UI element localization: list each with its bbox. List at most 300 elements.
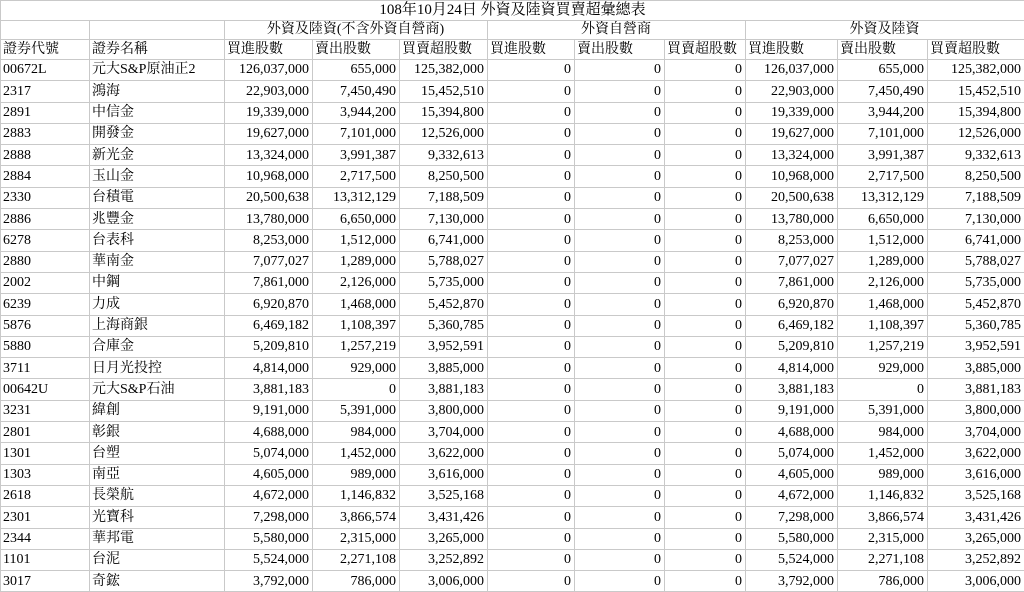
value-cell: 0 xyxy=(665,571,746,592)
table-row xyxy=(1,81,1024,102)
value-cell: 0 xyxy=(488,60,575,81)
stock-name-cell: 兆豐金 xyxy=(90,209,225,230)
value-cell: 0 xyxy=(665,336,746,357)
table-row xyxy=(1,336,1024,357)
value-cell: 4,688,000 xyxy=(746,422,838,443)
value-cell: 3,525,168 xyxy=(928,485,1024,506)
value-cell: 0 xyxy=(575,251,665,272)
value-cell: 7,298,000 xyxy=(746,507,838,528)
value-cell: 2,315,000 xyxy=(313,528,400,549)
value-cell: 3,616,000 xyxy=(400,464,488,485)
value-cell: 4,688,000 xyxy=(225,422,313,443)
value-cell: 5,360,785 xyxy=(928,315,1024,336)
value-cell: 125,382,000 xyxy=(928,60,1024,81)
table-row xyxy=(1,485,1024,506)
value-cell: 0 xyxy=(838,379,928,400)
value-cell: 15,452,510 xyxy=(400,81,488,102)
value-cell: 9,191,000 xyxy=(746,400,838,421)
table-row xyxy=(1,272,1024,293)
value-cell: 8,250,500 xyxy=(400,166,488,187)
value-cell: 0 xyxy=(575,166,665,187)
stock-code-cell: 2317 xyxy=(1,81,90,102)
value-cell: 22,903,000 xyxy=(746,81,838,102)
value-cell: 0 xyxy=(488,528,575,549)
value-cell: 22,903,000 xyxy=(225,81,313,102)
value-cell: 20,500,638 xyxy=(225,187,313,208)
value-cell: 2,717,500 xyxy=(313,166,400,187)
value-cell: 0 xyxy=(575,272,665,293)
value-cell: 5,452,870 xyxy=(400,294,488,315)
value-cell: 5,524,000 xyxy=(746,549,838,570)
value-cell: 1,512,000 xyxy=(313,230,400,251)
value-cell: 0 xyxy=(665,166,746,187)
value-cell: 0 xyxy=(665,528,746,549)
stock-code-cell: 2301 xyxy=(1,507,90,528)
value-cell: 984,000 xyxy=(838,422,928,443)
value-cell: 3,792,000 xyxy=(746,571,838,592)
stock-name-cell: 台表科 xyxy=(90,230,225,251)
value-cell: 3,881,183 xyxy=(746,379,838,400)
value-cell: 6,741,000 xyxy=(400,230,488,251)
value-cell: 3,622,000 xyxy=(400,443,488,464)
group-header-row xyxy=(1,21,1024,40)
value-cell: 4,672,000 xyxy=(225,485,313,506)
stock-name-cell: 日月光投控 xyxy=(90,358,225,379)
value-cell: 3,866,574 xyxy=(838,507,928,528)
value-cell: 0 xyxy=(488,315,575,336)
value-cell: 7,077,027 xyxy=(225,251,313,272)
value-cell: 0 xyxy=(575,123,665,144)
value-cell: 15,394,800 xyxy=(400,102,488,123)
value-cell: 1,512,000 xyxy=(838,230,928,251)
value-cell: 655,000 xyxy=(838,60,928,81)
value-cell: 13,780,000 xyxy=(746,209,838,230)
value-cell: 0 xyxy=(665,102,746,123)
value-cell: 8,253,000 xyxy=(225,230,313,251)
value-cell: 0 xyxy=(488,571,575,592)
value-cell: 0 xyxy=(575,379,665,400)
table-row xyxy=(1,60,1024,81)
value-cell: 13,324,000 xyxy=(746,145,838,166)
value-cell: 0 xyxy=(575,209,665,230)
value-cell: 0 xyxy=(665,272,746,293)
value-cell: 19,627,000 xyxy=(225,123,313,144)
table-row xyxy=(1,209,1024,230)
value-cell: 2,717,500 xyxy=(838,166,928,187)
stock-name-cell: 奇鋐 xyxy=(90,571,225,592)
value-cell: 0 xyxy=(488,422,575,443)
stock-name-cell: 彰銀 xyxy=(90,422,225,443)
value-cell: 0 xyxy=(488,400,575,421)
value-cell: 5,074,000 xyxy=(225,443,313,464)
value-cell: 0 xyxy=(665,422,746,443)
column-header-net: 買賣超股數 xyxy=(400,40,488,60)
value-cell: 0 xyxy=(488,272,575,293)
column-header-sell: 賣出股數 xyxy=(838,40,928,60)
value-cell: 989,000 xyxy=(838,464,928,485)
value-cell: 3,704,000 xyxy=(928,422,1024,443)
empty-cell xyxy=(1,21,90,40)
table-row xyxy=(1,315,1024,336)
value-cell: 0 xyxy=(575,443,665,464)
value-cell: 3,944,200 xyxy=(838,102,928,123)
table-row xyxy=(1,145,1024,166)
value-cell: 4,672,000 xyxy=(746,485,838,506)
table-body xyxy=(1,60,1024,592)
value-cell: 9,191,000 xyxy=(225,400,313,421)
value-cell: 3,704,000 xyxy=(400,422,488,443)
value-cell: 9,332,613 xyxy=(400,145,488,166)
value-cell: 0 xyxy=(665,294,746,315)
stock-code-cell: 2888 xyxy=(1,145,90,166)
value-cell: 5,735,000 xyxy=(400,272,488,293)
stock-name-cell: 元大S&P原油正2 xyxy=(90,60,225,81)
stock-code-cell: 2891 xyxy=(1,102,90,123)
value-cell: 7,188,509 xyxy=(400,187,488,208)
value-cell: 3,431,426 xyxy=(400,507,488,528)
empty-cell xyxy=(90,21,225,40)
value-cell: 3,952,591 xyxy=(928,336,1024,357)
value-cell: 4,605,000 xyxy=(225,464,313,485)
value-cell: 12,526,000 xyxy=(400,123,488,144)
stock-name-cell: 新光金 xyxy=(90,145,225,166)
stock-name-cell: 鴻海 xyxy=(90,81,225,102)
stock-name-cell: 台塑 xyxy=(90,443,225,464)
group-header-foreign-total: 外資及陸資 xyxy=(746,21,1024,40)
value-cell: 2,126,000 xyxy=(313,272,400,293)
value-cell: 3,622,000 xyxy=(928,443,1024,464)
value-cell: 0 xyxy=(575,464,665,485)
stock-code-cell: 3231 xyxy=(1,400,90,421)
stock-code-cell: 2801 xyxy=(1,422,90,443)
value-cell: 6,469,182 xyxy=(225,315,313,336)
value-cell: 0 xyxy=(575,549,665,570)
value-cell: 2,271,108 xyxy=(313,549,400,570)
value-cell: 984,000 xyxy=(313,422,400,443)
value-cell: 0 xyxy=(488,485,575,506)
value-cell: 655,000 xyxy=(313,60,400,81)
value-cell: 1,257,219 xyxy=(313,336,400,357)
value-cell: 3,881,183 xyxy=(400,379,488,400)
value-cell: 0 xyxy=(665,549,746,570)
stock-code-cell: 00642U xyxy=(1,379,90,400)
value-cell: 3,800,000 xyxy=(400,400,488,421)
value-cell: 0 xyxy=(665,81,746,102)
value-cell: 4,814,000 xyxy=(225,358,313,379)
value-cell: 15,394,800 xyxy=(928,102,1024,123)
value-cell: 786,000 xyxy=(313,571,400,592)
value-cell: 5,209,810 xyxy=(225,336,313,357)
stock-code-cell: 2618 xyxy=(1,485,90,506)
stock-name-cell: 華南金 xyxy=(90,251,225,272)
value-cell: 0 xyxy=(488,187,575,208)
value-cell: 8,253,000 xyxy=(746,230,838,251)
page-title: 108年10月24日 外資及陸資買賣超彙總表 xyxy=(1,1,1024,21)
value-cell: 0 xyxy=(575,145,665,166)
stock-name-cell: 緯創 xyxy=(90,400,225,421)
value-cell: 0 xyxy=(488,166,575,187)
group-header-foreign-excl-dealer: 外資及陸資(不含外資自營商) xyxy=(225,21,488,40)
value-cell: 6,920,870 xyxy=(746,294,838,315)
value-cell: 0 xyxy=(488,507,575,528)
column-header-buy: 買進股數 xyxy=(225,40,313,60)
stock-code-cell: 3017 xyxy=(1,571,90,592)
value-cell: 3,881,183 xyxy=(225,379,313,400)
value-cell: 7,861,000 xyxy=(746,272,838,293)
table-row xyxy=(1,251,1024,272)
value-cell: 13,312,129 xyxy=(313,187,400,208)
value-cell: 0 xyxy=(575,485,665,506)
value-cell: 0 xyxy=(575,400,665,421)
table-row xyxy=(1,166,1024,187)
value-cell: 0 xyxy=(488,209,575,230)
value-cell: 0 xyxy=(575,528,665,549)
stock-code-cell: 00672L xyxy=(1,60,90,81)
value-cell: 3,265,000 xyxy=(400,528,488,549)
value-cell: 0 xyxy=(575,336,665,357)
value-cell: 4,814,000 xyxy=(746,358,838,379)
column-header-sell: 賣出股數 xyxy=(313,40,400,60)
table-row xyxy=(1,230,1024,251)
value-cell: 3,006,000 xyxy=(400,571,488,592)
table-row xyxy=(1,400,1024,421)
value-cell: 9,332,613 xyxy=(928,145,1024,166)
value-cell: 0 xyxy=(575,422,665,443)
stock-code-cell: 2880 xyxy=(1,251,90,272)
value-cell: 1,468,000 xyxy=(313,294,400,315)
value-cell: 3,616,000 xyxy=(928,464,1024,485)
value-cell: 19,627,000 xyxy=(746,123,838,144)
table-row xyxy=(1,294,1024,315)
column-header-row xyxy=(1,40,1024,60)
value-cell: 19,339,000 xyxy=(746,102,838,123)
value-cell: 5,074,000 xyxy=(746,443,838,464)
value-cell: 1,289,000 xyxy=(313,251,400,272)
value-cell: 0 xyxy=(665,230,746,251)
value-cell: 0 xyxy=(665,60,746,81)
stock-code-cell: 2883 xyxy=(1,123,90,144)
value-cell: 3,991,387 xyxy=(838,145,928,166)
value-cell: 6,469,182 xyxy=(746,315,838,336)
group-header-foreign-dealer: 外資自營商 xyxy=(488,21,746,40)
value-cell: 1,452,000 xyxy=(313,443,400,464)
value-cell: 0 xyxy=(488,145,575,166)
table-row xyxy=(1,528,1024,549)
stock-code-cell: 1301 xyxy=(1,443,90,464)
stock-name-cell: 中鋼 xyxy=(90,272,225,293)
value-cell: 0 xyxy=(488,102,575,123)
value-cell: 4,605,000 xyxy=(746,464,838,485)
value-cell: 7,298,000 xyxy=(225,507,313,528)
table-row xyxy=(1,507,1024,528)
value-cell: 5,788,027 xyxy=(928,251,1024,272)
value-cell: 0 xyxy=(665,485,746,506)
stock-name-cell: 長榮航 xyxy=(90,485,225,506)
value-cell: 0 xyxy=(575,507,665,528)
value-cell: 0 xyxy=(488,358,575,379)
value-cell: 0 xyxy=(575,294,665,315)
column-header-buy: 買進股數 xyxy=(746,40,838,60)
value-cell: 3,881,183 xyxy=(928,379,1024,400)
value-cell: 19,339,000 xyxy=(225,102,313,123)
value-cell: 5,209,810 xyxy=(746,336,838,357)
value-cell: 0 xyxy=(575,315,665,336)
value-cell: 0 xyxy=(488,251,575,272)
value-cell: 3,991,387 xyxy=(313,145,400,166)
value-cell: 0 xyxy=(575,187,665,208)
value-cell: 3,431,426 xyxy=(928,507,1024,528)
stock-name-cell: 力成 xyxy=(90,294,225,315)
value-cell: 7,101,000 xyxy=(838,123,928,144)
value-cell: 125,382,000 xyxy=(400,60,488,81)
table-row xyxy=(1,422,1024,443)
value-cell: 7,130,000 xyxy=(928,209,1024,230)
value-cell: 2,315,000 xyxy=(838,528,928,549)
stock-code-cell: 2886 xyxy=(1,209,90,230)
table-row xyxy=(1,379,1024,400)
stock-name-cell: 元大S&P石油 xyxy=(90,379,225,400)
table-row xyxy=(1,549,1024,570)
value-cell: 7,101,000 xyxy=(313,123,400,144)
value-cell: 1,108,397 xyxy=(313,315,400,336)
value-cell: 0 xyxy=(575,358,665,379)
table-row xyxy=(1,123,1024,144)
value-cell: 786,000 xyxy=(838,571,928,592)
value-cell: 1,146,832 xyxy=(313,485,400,506)
stock-name-cell: 中信金 xyxy=(90,102,225,123)
value-cell: 0 xyxy=(665,123,746,144)
value-cell: 0 xyxy=(488,549,575,570)
value-cell: 3,800,000 xyxy=(928,400,1024,421)
value-cell: 8,250,500 xyxy=(928,166,1024,187)
stock-code-cell: 5876 xyxy=(1,315,90,336)
value-cell: 0 xyxy=(575,81,665,102)
value-cell: 3,944,200 xyxy=(313,102,400,123)
table-row xyxy=(1,187,1024,208)
value-cell: 5,580,000 xyxy=(225,528,313,549)
column-header-net: 買賣超股數 xyxy=(928,40,1024,60)
value-cell: 0 xyxy=(488,230,575,251)
table-row xyxy=(1,464,1024,485)
value-cell: 7,188,509 xyxy=(928,187,1024,208)
value-cell: 0 xyxy=(665,145,746,166)
value-cell: 0 xyxy=(665,358,746,379)
value-cell: 929,000 xyxy=(838,358,928,379)
stock-code-cell: 6278 xyxy=(1,230,90,251)
value-cell: 0 xyxy=(575,60,665,81)
value-cell: 13,324,000 xyxy=(225,145,313,166)
value-cell: 3,265,000 xyxy=(928,528,1024,549)
stock-name-cell: 上海商銀 xyxy=(90,315,225,336)
value-cell: 13,780,000 xyxy=(225,209,313,230)
stock-code-cell: 6239 xyxy=(1,294,90,315)
table-row xyxy=(1,571,1024,592)
value-cell: 6,920,870 xyxy=(225,294,313,315)
value-cell: 15,452,510 xyxy=(928,81,1024,102)
value-cell: 3,525,168 xyxy=(400,485,488,506)
value-cell: 5,788,027 xyxy=(400,251,488,272)
value-cell: 10,968,000 xyxy=(746,166,838,187)
value-cell: 0 xyxy=(488,443,575,464)
value-cell: 126,037,000 xyxy=(225,60,313,81)
value-cell: 3,885,000 xyxy=(928,358,1024,379)
value-cell: 0 xyxy=(665,507,746,528)
value-cell: 0 xyxy=(313,379,400,400)
value-cell: 6,650,000 xyxy=(313,209,400,230)
value-cell: 1,289,000 xyxy=(838,251,928,272)
stock-name-cell: 台泥 xyxy=(90,549,225,570)
stock-code-cell: 2330 xyxy=(1,187,90,208)
value-cell: 2,271,108 xyxy=(838,549,928,570)
stock-name-cell: 華邦電 xyxy=(90,528,225,549)
value-cell: 126,037,000 xyxy=(746,60,838,81)
value-cell: 5,391,000 xyxy=(838,400,928,421)
value-cell: 5,580,000 xyxy=(746,528,838,549)
value-cell: 0 xyxy=(575,230,665,251)
title-row xyxy=(1,1,1024,21)
stock-name-cell: 開發金 xyxy=(90,123,225,144)
value-cell: 7,450,490 xyxy=(313,81,400,102)
column-header-code: 證券代號 xyxy=(1,40,90,60)
stock-code-cell: 2002 xyxy=(1,272,90,293)
value-cell: 0 xyxy=(488,81,575,102)
value-cell: 7,077,027 xyxy=(746,251,838,272)
value-cell: 3,792,000 xyxy=(225,571,313,592)
column-header-sell: 賣出股數 xyxy=(575,40,665,60)
value-cell: 0 xyxy=(488,294,575,315)
column-header-net: 買賣超股數 xyxy=(665,40,746,60)
value-cell: 0 xyxy=(665,187,746,208)
table-row xyxy=(1,443,1024,464)
value-cell: 1,108,397 xyxy=(838,315,928,336)
value-cell: 7,450,490 xyxy=(838,81,928,102)
stock-code-cell: 2344 xyxy=(1,528,90,549)
value-cell: 6,650,000 xyxy=(838,209,928,230)
table-row xyxy=(1,102,1024,123)
value-cell: 0 xyxy=(488,464,575,485)
stock-code-cell: 5880 xyxy=(1,336,90,357)
value-cell: 5,391,000 xyxy=(313,400,400,421)
value-cell: 6,741,000 xyxy=(928,230,1024,251)
value-cell: 5,360,785 xyxy=(400,315,488,336)
value-cell: 0 xyxy=(575,571,665,592)
value-cell: 0 xyxy=(665,379,746,400)
stock-name-cell: 南亞 xyxy=(90,464,225,485)
stock-code-cell: 1101 xyxy=(1,549,90,570)
stock-code-cell: 3711 xyxy=(1,358,90,379)
value-cell: 5,735,000 xyxy=(928,272,1024,293)
value-cell: 3,885,000 xyxy=(400,358,488,379)
value-cell: 3,952,591 xyxy=(400,336,488,357)
stock-code-cell: 2884 xyxy=(1,166,90,187)
stock-code-cell: 1303 xyxy=(1,464,90,485)
value-cell: 2,126,000 xyxy=(838,272,928,293)
value-cell: 12,526,000 xyxy=(928,123,1024,144)
value-cell: 0 xyxy=(665,315,746,336)
value-cell: 20,500,638 xyxy=(746,187,838,208)
value-cell: 7,861,000 xyxy=(225,272,313,293)
value-cell: 0 xyxy=(488,379,575,400)
column-header-buy: 買進股數 xyxy=(488,40,575,60)
stock-name-cell: 合庫金 xyxy=(90,336,225,357)
value-cell: 3,252,892 xyxy=(400,549,488,570)
stock-name-cell: 玉山金 xyxy=(90,166,225,187)
value-cell: 5,452,870 xyxy=(928,294,1024,315)
value-cell: 1,452,000 xyxy=(838,443,928,464)
value-cell: 5,524,000 xyxy=(225,549,313,570)
table-row xyxy=(1,358,1024,379)
value-cell: 0 xyxy=(665,400,746,421)
